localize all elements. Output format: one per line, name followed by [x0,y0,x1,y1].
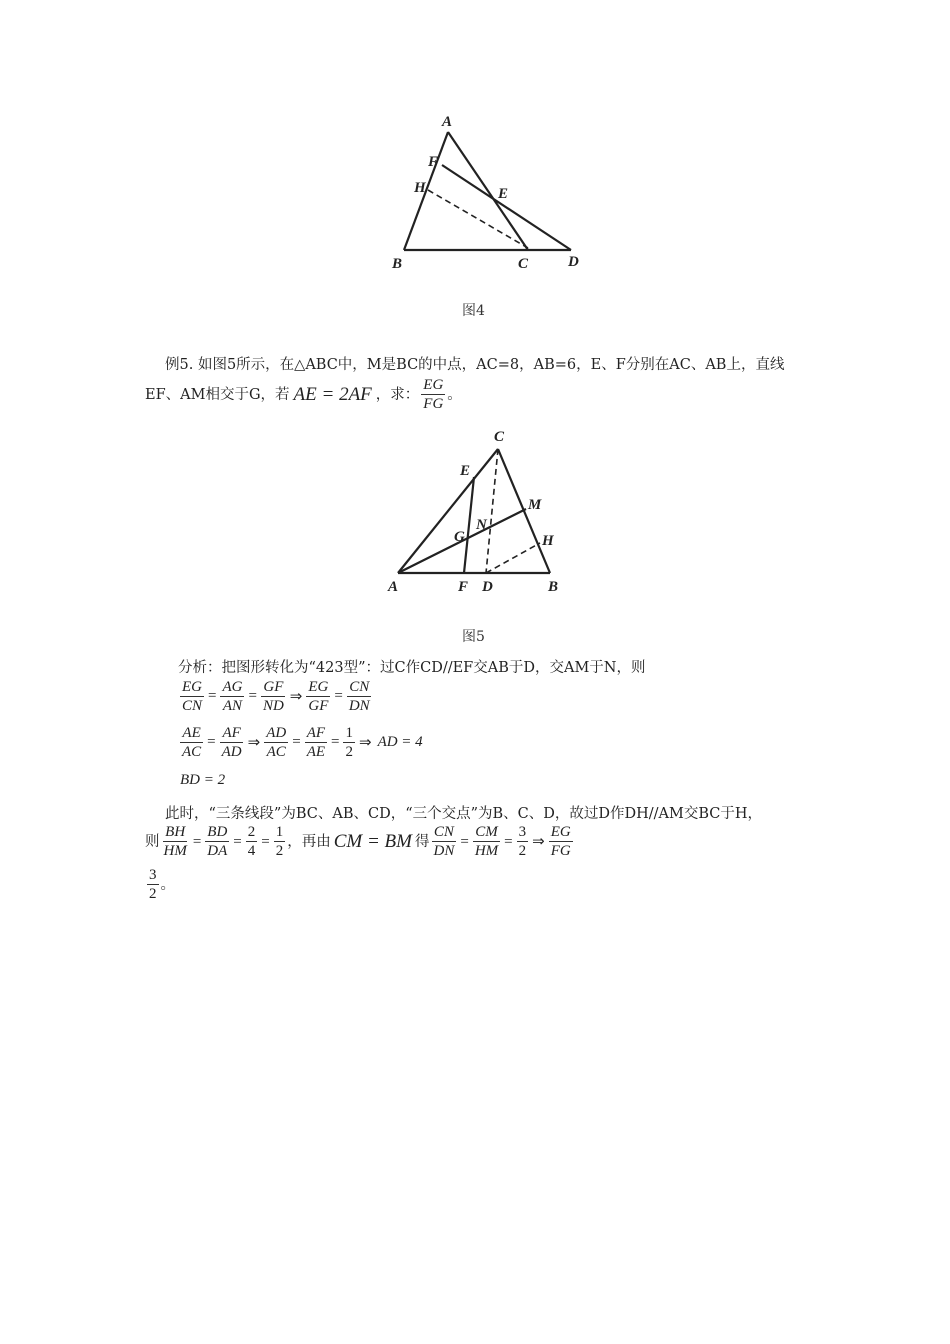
eq2-f2d: AD [221,744,242,760]
example5-line2-end: 。 [447,386,462,403]
eq5-frac-8 [549,823,573,860]
eq5-g3n: 3 [518,824,527,840]
eq1-f5n: CN [349,679,370,695]
implies-arrow: ⇒ [532,833,545,850]
eq1-f2d: AN [222,698,243,714]
fig4-label-h: H [414,180,426,196]
eq2-f1n: AE [182,725,201,741]
eq1-frac-5 [347,678,372,715]
eq5-f1d: HM [163,843,187,859]
eq1-frac-2 [220,678,244,715]
equals-sign: = [334,688,343,704]
eq1-frac-3 [261,678,286,715]
analysis-equation-3: BD = 2 [180,772,226,788]
ask-den: FG [423,396,444,412]
fig4-label-f: F [428,154,439,170]
analysis-equation-2 [178,724,423,761]
eq5-prefix: 则 [145,833,160,850]
equals-sign: = [192,833,202,850]
eq5-f4n: 1 [275,824,284,840]
eq1-f3d: ND [262,698,284,714]
fig5-label-m: M [528,497,542,513]
eq5-f2n: BD [207,824,228,840]
eq2-f4d: AE [306,744,326,760]
fig5-label-c: C [494,429,505,445]
eq2-f5n: 1 [345,725,353,741]
fig4-label-a: A [442,114,453,130]
implies-arrow: ⇒ [289,689,303,705]
eq5-g4n: EG [550,824,571,840]
equals-sign: = [331,734,340,750]
example5-ask-fraction [421,376,445,413]
eq5-frac-5 [432,823,457,860]
eq5-de: 得 [415,833,430,850]
fig5-label-g: G [454,529,465,545]
example5-line2-mid: ，求： [375,386,420,403]
eq2-f4n: AF [306,725,326,741]
eq1-f5d: DN [348,698,370,714]
equals-sign: = [292,734,301,750]
eq2-f1d: AC [182,744,202,760]
final-end: 。 [160,876,175,893]
figure-4-caption: 图4 [462,303,485,319]
analysis-intro: 分析：把图形转化为“423型”：过C作CD//EF交AB于D，交AM于N，则 [178,660,646,676]
eq5-frac-3 [246,823,258,860]
eq1-frac-1 [180,678,204,715]
eq5-frac-2 [205,823,229,860]
eq2-f3n: AD [266,725,287,741]
implies-arrow: ⇒ [247,735,261,751]
fig5-label-a: A [388,579,399,595]
equals-sign: = [233,833,242,850]
eq1-f4n: EG [308,679,329,695]
eq5-f3n: 2 [247,824,256,840]
fig4-label-d: D [568,254,579,270]
eq2-frac-2 [220,724,244,761]
eq2-frac-5 [343,724,355,761]
fig5-label-n: N [476,517,487,533]
eq5-f2d: DA [207,843,228,859]
analysis-equation-1 [178,678,374,715]
equals-sign: = [207,734,216,750]
analysis-line-4: 此时，“三条线段”为BC、AB、CD，“三个交点”为B、C、D，故过D作DH//AM交BC于H， [165,806,763,822]
eq5-condition: CM = BM [333,830,412,852]
eq5-g3d: 2 [518,843,527,859]
fig4-label-e: E [498,186,509,202]
eq5-g1d: DN [433,843,455,859]
eq5-frac-6 [473,823,500,860]
eq2-f2n: AF [222,725,241,741]
final-den: 2 [149,886,157,902]
eq5-f1n: BH [165,824,186,840]
eq2-frac-4 [305,724,327,761]
fig5-label-f: F [458,579,469,595]
eq2-frac-1 [180,724,203,761]
example5-line2 [145,376,462,413]
analysis-equation-5 [145,823,575,860]
fig5-label-d: D [482,579,493,595]
eq5-f4d: 2 [275,843,284,859]
eq5-g2d: HM [474,843,499,859]
figure-4-diagram [380,110,600,275]
eq2-f3d: AC [266,744,286,760]
fig5-label-h: H [542,533,554,549]
example5-line2-prefix: EF、AM相交于G，若 [145,386,290,403]
example5-condition: AE = 2AF [293,383,372,405]
eq1-f3n: GF [263,679,284,695]
eq5-frac-1 [162,823,189,860]
eq5-g2n: CM [475,824,498,840]
eq2-frac-3 [264,724,288,761]
example5-line1: 例5. 如图5所示，在△ABC中，M是BC的中点，AC=8，AB=6，E、F分别在AC、AB上，直线 [165,357,785,373]
eq1-frac-4 [306,678,330,715]
eq1-f4d: GF [308,698,329,714]
eq2-f5d: 2 [345,744,353,760]
eq5-frac-7 [517,823,529,860]
eq5-g1n: CN [433,824,454,840]
fig4-label-b: B [392,256,403,272]
eq1-f1d: CN [182,698,203,714]
eq5-f3d: 4 [247,843,256,859]
figure-5-diagram [378,425,578,600]
figure-5-caption: 图5 [462,629,485,645]
eq5-g4d: FG [550,843,571,859]
equals-sign: = [208,688,217,704]
final-num: 3 [149,867,157,883]
eq2-result: AD = 4 [377,734,423,750]
equals-sign: = [504,833,513,850]
equals-sign: = [248,688,257,704]
analysis-final [145,866,175,903]
final-fraction [147,866,159,903]
eq5-mid: ，再由 [287,833,331,850]
eq1-f2n: AG [222,679,243,695]
equals-sign: = [261,833,270,850]
fig5-label-b: B [548,579,559,595]
equals-sign: = [460,833,469,850]
fig5-label-e: E [460,463,471,479]
eq5-frac-4 [274,823,286,860]
implies-arrow: ⇒ [358,735,372,751]
eq1-f1n: EG [182,679,202,695]
ask-num: EG [423,377,444,393]
fig4-label-c: C [518,256,529,272]
